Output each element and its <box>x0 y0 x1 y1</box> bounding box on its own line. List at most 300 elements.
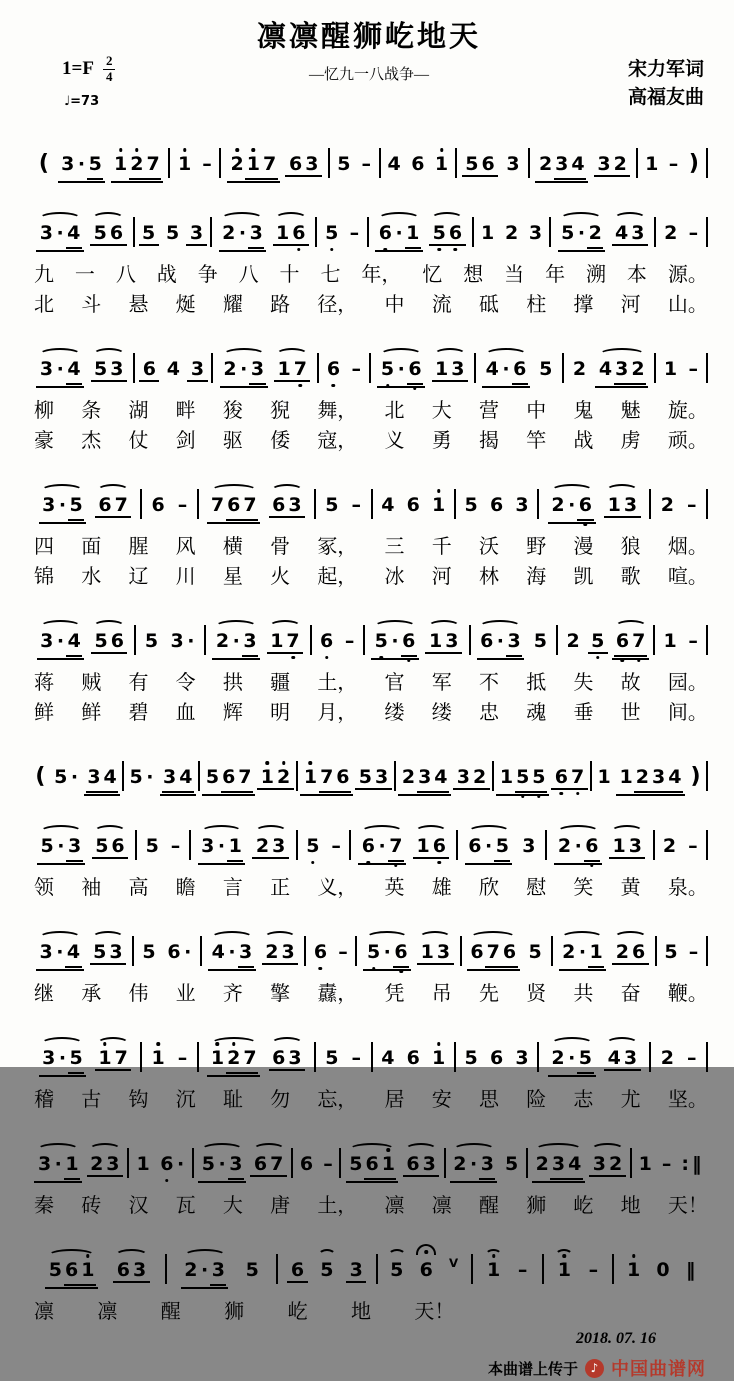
note-char: 7 <box>114 494 128 516</box>
barline <box>469 625 471 655</box>
barline <box>314 489 316 519</box>
lyric-syllable: 辽 <box>128 566 149 588</box>
note-char: · <box>58 494 67 516</box>
meter-top: 2 <box>103 54 116 70</box>
lyrics-row <box>34 262 708 289</box>
measure <box>200 768 296 796</box>
note-group <box>585 1261 602 1280</box>
note-char: 6 <box>481 153 495 175</box>
lyric-syllable: 英 <box>384 877 405 899</box>
note-char: 6 <box>160 1153 174 1175</box>
measure <box>396 768 492 796</box>
music-system <box>30 807 708 902</box>
lyric-syllable: 纛， <box>317 983 358 1005</box>
note-char: – <box>351 494 362 516</box>
lyric-syllable: 骨 <box>270 536 291 558</box>
lyric-syllable: 志 <box>573 1089 594 1111</box>
note-char: ‖ <box>691 1153 702 1175</box>
note-char: 5 <box>144 630 159 652</box>
note-char: · <box>240 358 248 380</box>
note-char: 1 <box>245 155 261 180</box>
note-char: 7 <box>293 358 307 380</box>
lyric-syllable: 义 <box>384 430 405 452</box>
lyric-syllable: 漫 <box>573 536 594 558</box>
note-char: 1 <box>607 494 621 516</box>
lyric-syllable: 正 <box>270 877 291 899</box>
measure <box>293 1155 339 1174</box>
barline <box>454 1042 456 1072</box>
lyrics-row <box>34 875 708 902</box>
footer <box>30 1355 708 1381</box>
measure <box>458 837 545 865</box>
note-char: 6 <box>290 1259 305 1281</box>
barline <box>542 1254 544 1284</box>
lyrics-row <box>34 564 708 591</box>
music-system <box>30 1019 708 1114</box>
note-char: 3 <box>614 360 630 385</box>
note-char: 5 <box>325 222 339 244</box>
barline <box>168 148 170 178</box>
note-char: 5 <box>95 835 109 857</box>
note-char: · <box>54 1153 62 1175</box>
note-char: 5 <box>390 1259 404 1281</box>
note-char: – <box>344 630 355 652</box>
note-group <box>139 943 159 962</box>
measure <box>30 943 132 971</box>
note-group <box>346 1261 366 1283</box>
lyric-syllable: 拱 <box>222 672 243 694</box>
note-group <box>635 1155 655 1174</box>
note-char: · <box>56 358 64 380</box>
note-group <box>355 768 391 790</box>
note-char: 4 <box>570 155 586 180</box>
note-char: 2 <box>615 941 629 963</box>
barline <box>551 936 553 966</box>
note-group <box>535 155 588 183</box>
measure <box>30 224 133 252</box>
note-group <box>525 943 545 962</box>
note-char: – <box>688 630 698 652</box>
lyric-syllable: 先 <box>478 983 499 1005</box>
note-char: 6 <box>288 153 303 175</box>
note-char: – <box>661 1153 672 1175</box>
note-group <box>35 152 52 174</box>
lyric-syllable: 竿 <box>526 430 547 452</box>
note-group <box>32 765 49 787</box>
barline <box>310 625 312 655</box>
lyric-syllable: 川 <box>175 566 196 588</box>
barline <box>472 217 474 247</box>
note-char: · <box>56 630 65 652</box>
note-char: 1 <box>64 1155 80 1180</box>
note-group <box>563 632 583 651</box>
measure <box>194 1155 291 1183</box>
note-char: 4 <box>667 768 683 793</box>
lyric-syllable: 腥 <box>128 536 149 558</box>
lyric-syllable: 义， <box>317 877 358 899</box>
note-group <box>257 768 293 790</box>
note-char: 3 <box>170 630 184 652</box>
note-char: 5 <box>68 496 84 521</box>
lyric-syllable: 月， <box>317 702 358 724</box>
note-group <box>403 1155 439 1177</box>
note-char: 5 <box>201 1153 215 1175</box>
note-group <box>685 224 702 243</box>
barline <box>133 353 135 383</box>
note-char: – <box>361 153 372 175</box>
measure <box>547 837 652 865</box>
upload-text: 本曲谱上传于 <box>487 1359 578 1378</box>
note-group <box>425 632 461 654</box>
note-char: 1 <box>177 153 192 175</box>
barline <box>122 761 124 791</box>
measure <box>456 496 537 515</box>
barline <box>654 217 656 247</box>
note-group <box>346 224 363 243</box>
note-char: 6 <box>299 1153 314 1175</box>
measure <box>381 155 456 174</box>
note-char: 1 <box>557 1259 571 1281</box>
barline <box>165 1254 167 1284</box>
measure <box>30 1049 140 1077</box>
note-char: 3 <box>40 630 54 652</box>
lyric-syllable: 驱 <box>222 430 243 452</box>
note-char: 2 <box>609 1153 623 1175</box>
note-char: 5 <box>664 941 678 963</box>
note-char: 2 <box>129 155 145 180</box>
measure <box>474 224 550 243</box>
barline <box>706 625 708 655</box>
lyrics-row <box>34 700 708 727</box>
note-group <box>141 632 161 651</box>
note-group <box>207 496 260 524</box>
lyric-syllable: 鞭。 <box>667 983 708 1005</box>
note-group <box>408 155 428 174</box>
note-group <box>87 1155 123 1177</box>
lyric-syllable: 稽 <box>34 1089 54 1111</box>
barline <box>545 830 547 860</box>
note-group <box>91 360 127 382</box>
lyric-syllable: 山。 <box>667 294 708 316</box>
page-title: 凛凛醒狮屹地天 <box>256 21 481 53</box>
lyric-syllable: 坚。 <box>667 1089 708 1111</box>
note-char: 3 <box>42 1047 56 1069</box>
note-char: 6 <box>221 768 237 793</box>
note-char: 7 <box>286 630 300 652</box>
key-signature <box>62 54 115 85</box>
note-char: 1 <box>597 766 611 788</box>
lyric-syllable: 砥 <box>478 294 499 316</box>
lyric-syllable: 安 <box>431 1089 452 1111</box>
note-char: 2 <box>562 941 576 963</box>
note-group <box>322 224 342 243</box>
lyric-syllable: 缕 <box>384 702 405 724</box>
note-group <box>39 1049 87 1077</box>
note-char: 1 <box>270 630 284 652</box>
measure <box>558 632 653 660</box>
note-char: 6 <box>577 496 593 521</box>
measure <box>351 837 456 865</box>
note-char: 3 <box>201 835 215 857</box>
note-group <box>465 837 513 865</box>
note-char: – <box>668 153 679 175</box>
note-char: 6 <box>151 494 165 516</box>
lyric-syllable: 一 <box>74 264 95 286</box>
note-char: 1 <box>486 1259 501 1281</box>
note-char: 6 <box>110 630 124 652</box>
lyric-syllable: 千 <box>431 536 452 558</box>
barline <box>706 761 708 791</box>
measure <box>30 496 140 524</box>
barline <box>296 830 298 860</box>
notes-row <box>30 913 708 971</box>
note-char: 3 <box>110 358 124 380</box>
note-char: · <box>70 766 79 788</box>
lyric-syllable: 有 <box>128 672 149 694</box>
note-char: 3 <box>515 1047 529 1069</box>
note-char: · <box>568 494 576 516</box>
barline <box>653 625 655 655</box>
note-group <box>416 1261 436 1280</box>
note-char: 7 <box>270 1153 284 1175</box>
music-system <box>30 466 708 591</box>
note-group <box>37 837 85 865</box>
note-group <box>198 837 246 865</box>
note-char: 6 <box>361 835 376 857</box>
measure <box>134 943 200 962</box>
note-group <box>486 1049 506 1068</box>
note-group <box>39 496 87 524</box>
lyric-syllable: 撑 <box>573 294 594 316</box>
note-group <box>328 837 345 856</box>
note-char: 5 <box>68 1049 84 1074</box>
note-group <box>348 496 365 515</box>
lyric-syllable: 横 <box>222 536 243 558</box>
measure <box>530 155 636 183</box>
note-group <box>348 1049 365 1068</box>
note-char: 2 <box>557 835 572 857</box>
barline <box>526 1148 528 1178</box>
note-char: – <box>177 1047 188 1069</box>
note-char: · <box>238 222 247 244</box>
note-group <box>91 632 127 654</box>
measure <box>124 768 198 796</box>
note-group <box>403 1049 423 1068</box>
note-group <box>657 1049 677 1068</box>
note-group <box>604 496 640 518</box>
note-char: 2 <box>504 222 519 244</box>
note-char: 5 <box>94 358 108 380</box>
measure <box>191 837 296 865</box>
lyric-syllable: 险 <box>526 1089 547 1111</box>
note-group <box>90 943 126 965</box>
notes-row <box>30 1231 708 1289</box>
lyric-syllable: 凛 <box>384 1195 405 1217</box>
note-char: 2 <box>226 1049 242 1074</box>
lyric-syllable: 七 <box>320 264 341 286</box>
note-char: 6 <box>501 943 517 968</box>
note-group <box>661 943 681 962</box>
note-char: 3 <box>39 358 54 380</box>
lyric-syllable: 本 <box>626 264 647 286</box>
lyric-syllable: 园。 <box>667 672 708 694</box>
lyric-syllable: 路 <box>270 294 291 316</box>
lyric-syllable: 狮 <box>224 1301 245 1323</box>
barline <box>140 489 142 519</box>
lyric-syllable: 舞， <box>317 400 358 422</box>
lyrics-row <box>34 670 708 697</box>
lyric-syllable: 锦 <box>34 566 54 588</box>
note-char: · <box>187 630 195 652</box>
note-char: 5 <box>464 494 478 516</box>
note-char: 6 <box>432 835 446 857</box>
note-char: 1 <box>619 766 633 788</box>
note-group <box>346 1155 399 1183</box>
lyric-syllable: 径， <box>317 294 358 316</box>
note-group <box>450 1155 498 1183</box>
note-group <box>486 496 506 515</box>
note-char: 3 <box>522 835 536 857</box>
note-char: – <box>588 1259 599 1281</box>
note-group <box>398 768 451 796</box>
note-group <box>148 496 168 515</box>
lyric-syllable: 雄 <box>431 877 452 899</box>
note-char: 6 <box>64 1261 80 1286</box>
note-char: 4 <box>615 222 629 244</box>
barline <box>210 217 212 247</box>
barline <box>706 148 708 178</box>
note-char: 5 <box>94 630 108 652</box>
measure <box>135 224 211 246</box>
lyric-syllable: 官 <box>384 672 405 694</box>
measure <box>539 1049 649 1077</box>
note-group <box>503 155 523 174</box>
notes-row <box>30 602 708 660</box>
lyric-syllable: 土， <box>317 1195 358 1217</box>
measure <box>378 1256 471 1281</box>
note-char: – <box>688 222 699 244</box>
note-char: · <box>391 630 399 652</box>
lyrics-row <box>34 1299 454 1326</box>
lyric-syllable: 鲜 <box>34 702 54 724</box>
lyric-syllable: 营 <box>478 400 499 422</box>
note-group <box>609 837 645 859</box>
notes-row <box>30 125 708 183</box>
music-system <box>30 1125 708 1220</box>
lyric-syllable: 忆 <box>422 264 443 286</box>
measure <box>446 1155 526 1183</box>
note-group <box>378 496 398 515</box>
note-group <box>657 496 677 515</box>
note-group <box>322 496 342 515</box>
note-char: 5 <box>504 1153 519 1175</box>
music-system <box>30 602 708 727</box>
note-char: 4 <box>598 358 613 380</box>
barline <box>189 830 191 860</box>
barline <box>349 830 351 860</box>
lyric-syllable: 九 <box>34 264 54 286</box>
lyric-syllable: 继 <box>34 983 54 1005</box>
note-char: 2 <box>90 1153 104 1175</box>
music-system <box>30 913 708 1008</box>
note-char: 2 <box>277 766 291 788</box>
note-char: 3 <box>479 1155 495 1180</box>
note-char: 1 <box>151 1047 165 1069</box>
lyric-syllable: 古 <box>81 1089 102 1111</box>
measure <box>371 360 474 388</box>
note-char: 6 <box>406 494 420 516</box>
note-char: ) <box>690 763 701 789</box>
lyric-syllable: 年， <box>361 264 402 286</box>
note-char: 3 <box>248 224 264 249</box>
note-group <box>428 496 448 515</box>
note-group <box>323 360 343 379</box>
note-group <box>269 496 305 518</box>
barline <box>706 936 708 966</box>
lyric-syllable: 狻 <box>222 400 243 422</box>
note-char: 1 <box>276 222 290 244</box>
lyric-syllable: 野 <box>526 536 547 558</box>
lyric-syllable: 杰 <box>81 430 102 452</box>
note-char: 3 <box>42 494 56 516</box>
barline <box>537 1042 539 1072</box>
lyric-syllable: 倭 <box>270 430 291 452</box>
note-char: 6 <box>378 222 392 244</box>
lyric-syllable: 言 <box>222 877 243 899</box>
note-char: 2 <box>265 941 279 963</box>
lyric-syllable: 歌 <box>620 566 641 588</box>
note-char: 1 <box>136 1153 150 1175</box>
lyric-syllable: 冢， <box>317 536 358 558</box>
measure <box>655 632 706 651</box>
note-char: 5 <box>539 358 553 380</box>
measure <box>278 1261 375 1283</box>
note-char: – <box>177 494 188 516</box>
measure <box>30 765 122 796</box>
note-group <box>659 837 679 856</box>
note-group <box>95 1049 131 1071</box>
barline <box>192 1148 194 1178</box>
notes-row <box>30 807 708 865</box>
note-char: 1 <box>80 1261 96 1286</box>
note-group <box>653 1261 673 1280</box>
note-char: 3 <box>86 768 102 793</box>
meter-bottom: 4 <box>105 68 113 84</box>
lyric-syllable: 抵 <box>526 672 547 694</box>
note-char: 3 <box>628 835 642 857</box>
note-char: 1 <box>663 358 678 380</box>
note-char: 7 <box>145 155 161 180</box>
lyric-syllable: 源。 <box>667 264 708 286</box>
measure <box>30 1155 127 1183</box>
note-group <box>296 1155 316 1174</box>
note-char: · <box>395 222 403 244</box>
note-char: · <box>200 1259 209 1281</box>
measure <box>528 1155 630 1183</box>
lyric-syllable: 河 <box>620 294 641 316</box>
lyric-syllable: 星 <box>222 566 243 588</box>
note-group <box>467 943 520 971</box>
notes-row <box>30 194 708 252</box>
note-char: 6 <box>631 941 646 963</box>
note-char: 2 <box>222 222 236 244</box>
note-char: 5 <box>142 222 156 244</box>
note-group <box>685 152 702 174</box>
note-char: 5 <box>358 766 373 788</box>
note-char: 7 <box>261 155 277 180</box>
note-group <box>273 224 309 246</box>
lyric-syllable: 唐 <box>270 1195 291 1217</box>
